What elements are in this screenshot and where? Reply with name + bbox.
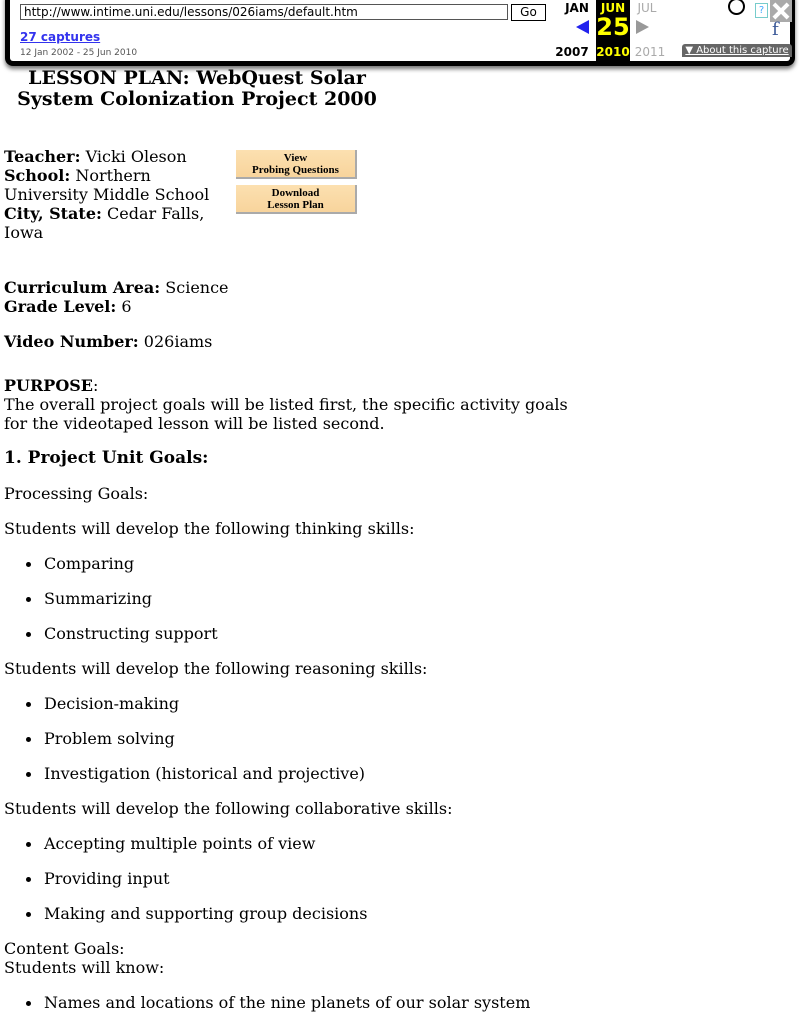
list-item: Constructing support (44, 624, 218, 643)
list-item: Providing input (44, 869, 170, 888)
prev-month-link[interactable]: JAN (565, 1, 589, 15)
curriculum-area (4, 278, 229, 316)
curriculum-label: Curriculum Area: (4, 278, 161, 297)
wayback-logo-circle-icon (728, 0, 745, 15)
list-item: Accepting multiple points of view (44, 834, 316, 853)
unit-goals-heading: 1. Project Unit Goals: (4, 448, 209, 468)
teacher-label: Teacher: (4, 147, 81, 166)
url-input[interactable]: http://www.intime.uni.edu/lessons/026iams/default.htm (20, 4, 508, 20)
page-title-line-1: LESSON PLAN: WebQuest Solar (28, 67, 366, 89)
list-item: Comparing (44, 554, 135, 573)
capture-date-range: 12 Jan 2002 - 25 Jun 2010 (20, 48, 138, 58)
thinking-skills-intro: Students will develop the following thinking skills: (4, 519, 415, 538)
list-item: Making and supporting group decisions (44, 904, 368, 923)
prev-year-link[interactable]: 2007 (555, 45, 589, 59)
purpose-text-line-2: for the videotaped lesson will be listed second. (4, 414, 385, 433)
button-label-line-1: Download (271, 187, 320, 199)
button-label-line-2: Probing Questions (252, 164, 339, 176)
help-icon[interactable]: ? (755, 3, 768, 18)
city-state-label: City, State: (4, 204, 102, 223)
next-capture-arrow-icon (636, 20, 649, 34)
button-label-line-1: View (283, 152, 308, 164)
wayback-toolbar (5, 0, 795, 66)
reasoning-skills-intro: Students will develop the following reasoning skills: (4, 659, 428, 678)
go-button[interactable]: Go (511, 4, 546, 21)
grade-label: Grade Level: (4, 297, 117, 316)
page-title (4, 68, 390, 110)
video-number (4, 332, 212, 351)
teacher-value: Vicki Oleson (80, 147, 187, 166)
students-will-know-label: Students will know: (4, 958, 165, 977)
download-lesson-plan-button[interactable] (236, 185, 357, 214)
button-label-line-2: Lesson Plan (267, 199, 324, 211)
list-item: Problem solving (44, 729, 175, 748)
current-day: 25 (596, 13, 630, 41)
list-item: Summarizing (44, 589, 153, 608)
page-title-line-2: System Colonization Project 2000 (17, 88, 377, 110)
purpose-section (4, 376, 568, 433)
purpose-text-line-1: The overall project goals will be listed first, the specific activity goals (4, 395, 568, 414)
purpose-colon: : (93, 376, 99, 395)
video-value: 026iams (138, 332, 213, 351)
city-state-value: Cedar Falls, Iowa (4, 204, 205, 242)
processing-goals-label: Processing Goals: (4, 484, 149, 503)
lesson-info (4, 147, 229, 242)
school-value: Northern University Middle School (4, 166, 210, 204)
next-year: 2011 (634, 45, 666, 59)
video-label: Video Number: (4, 332, 139, 351)
prev-capture-arrow-icon[interactable] (576, 20, 589, 34)
school-label: School: (4, 166, 71, 185)
grade-value: 6 (116, 297, 132, 316)
next-month: JUL (637, 1, 657, 15)
content-goals-label: Content Goals: (4, 939, 125, 958)
captures-link[interactable]: 27 captures (20, 30, 101, 44)
content-goals (4, 939, 164, 977)
current-year: 2010 (596, 45, 630, 59)
current-month: JUN (600, 1, 626, 15)
about-capture-button[interactable]: ▼ About this capture (682, 44, 792, 57)
list-item: Decision-making (44, 694, 180, 713)
collaborative-skills-intro: Students will develop the following collaborative skills: (4, 799, 453, 818)
list-item: Investigation (historical and projective) (44, 764, 366, 783)
purpose-label: PURPOSE (4, 376, 93, 395)
view-probing-questions-button[interactable] (236, 150, 357, 179)
list-item: Names and locations of the nine planets of our solar system (44, 993, 531, 1012)
curriculum-value: Science (160, 278, 229, 297)
facebook-share-icon[interactable]: f (772, 19, 779, 40)
